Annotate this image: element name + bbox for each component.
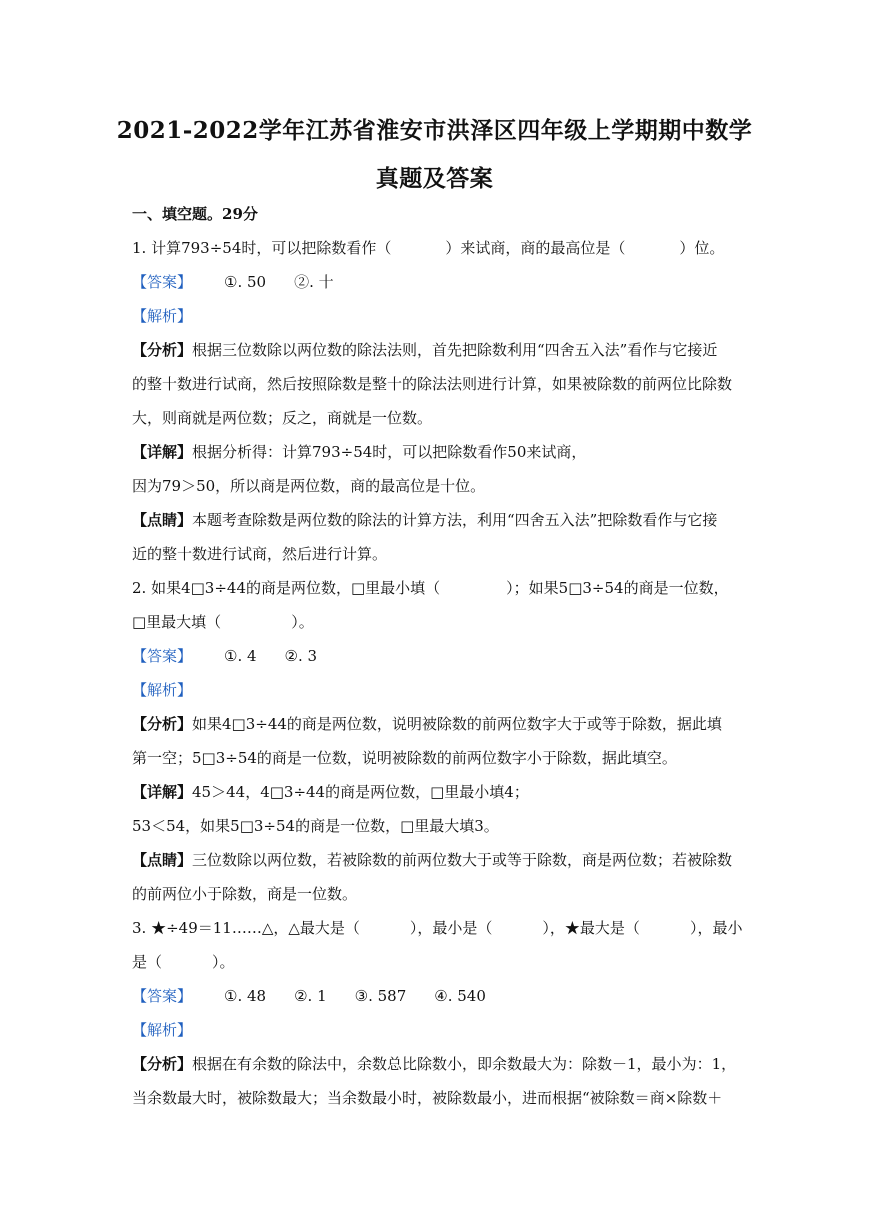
q1-answer-1: ①. 50 [224,273,267,291]
q2-stem-part: ）。 [291,613,314,631]
q2-answer-1: ①. 4 [224,647,257,665]
q2-answer-line [132,646,317,666]
answer-tag: 【答案】 [132,273,193,291]
q3-answer-3: ③. 587 [354,987,407,1005]
q2-stem-part: 2. 如果4□3÷44的商是两位数，□里最小填（ [132,579,441,597]
q1-stem-part: ）位。 [679,239,725,257]
q3-stem-part: ），★最大是（ [542,919,640,937]
q2-dianjing-text: 三位数除以两位数，若被除数的前两位数大于或等于除数，商是两位数；若被除数 [192,851,733,869]
answer-tag: 【答案】 [132,647,193,665]
q1-fenxi-line3: 大，则商就是两位数；反之，商就是一位数。 [132,409,433,427]
q3-answer-1: ①. 48 [224,987,267,1005]
q3-answer-line [132,986,486,1006]
fenxi-tag: 【分析】 [132,715,193,733]
q3-fenxi-text: 根据在有余数的除法中，余数总比除数小，即余数最大为：除数－1，最小为：1， [192,1055,737,1073]
q1-stem-part: 1. 计算793÷54时，可以把除数看作（ [132,239,392,257]
q2-dianjing-line1 [132,850,732,870]
q1-fenxi-line1 [132,340,717,360]
xiangjie-tag: 【详解】 [132,443,193,461]
q2-dianjing-line2: 的前两位小于除数，商是一位数。 [132,885,358,903]
q1-dianjing-line1 [132,510,717,530]
q1-dianjing-text: 本题考查除数是两位数的除法的计算方法，利用“四舍五入法”把除数看作与它接 [192,511,718,529]
q2-xiangjie-line1 [132,782,529,802]
q3-fenxi-line1 [132,1054,736,1074]
q2-fenxi-line2: 第一空；5□3÷54的商是一位数，说明被除数的前两位数字小于除数，据此填空。 [132,749,677,767]
q1-xiangjie-text: 根据分析得：计算793÷54时，可以把除数看作50来试商， [192,443,587,461]
q3-stem-part: 是（ [132,953,163,971]
xiangjie-tag: 【详解】 [132,783,193,801]
q3-stem-part: 3. ★÷49＝11……△，△最大是（ [132,919,360,937]
q2-xiangjie-line2: 53＜54，如果5□3÷54的商是一位数，□里最大填3。 [132,817,499,835]
question-3-stem-line1 [132,918,742,938]
q2-fenxi-text: 如果4□3÷44的商是两位数，说明被除数的前两位数字大于或等于除数，据此填 [192,715,722,733]
q2-answer-2: ②. 3 [284,647,318,665]
q1-answer-line [132,272,334,292]
q2-fenxi-line1 [132,714,722,734]
q1-stem-part: ）来试商，商的最高位是（ [445,239,626,257]
analysis-tag: 【解析】 [132,681,193,699]
q3-stem-part: ）。 [212,953,235,971]
question-3-stem-line2 [132,952,235,972]
analysis-tag: 【解析】 [132,307,193,325]
q1-fenxi-text: 根据三位数除以两位数的除法法则，首先把除数利用“四舍五入法”看作与它接近 [192,341,718,359]
dianjing-tag: 【点睛】 [132,511,193,529]
q1-xiangjie-line2: 因为79＞50，所以商是两位数，商的最高位是十位。 [132,477,486,495]
analysis-tag: 【解析】 [132,1021,193,1039]
q3-stem-part: ），最小是（ [409,919,493,937]
q1-xiangjie-line1 [132,442,586,462]
q2-xiangjie-text: 45＞44，4□3÷44的商是两位数，□里最小填4； [192,783,529,801]
document-title-line1: 2021-2022学年江苏省淮安市洪泽区四年级上学期期中数学 [116,117,753,144]
document-title-line2: 真题及答案 [375,165,494,192]
answer-tag: 【答案】 [132,987,193,1005]
q1-answer-2: ②. 十 [294,273,334,291]
fenxi-tag: 【分析】 [132,1055,193,1073]
q3-fenxi-line2: 当余数最大时，被除数最大；当余数最小时，被除数最小，进而根据“被除数＝商×除数＋ [132,1089,723,1107]
q1-fenxi-line2: 的整十数进行试商，然后按照除数是整十的除法法则进行计算，如果被除数的前两位比除数 [132,375,733,393]
question-1-stem [132,238,724,258]
dianjing-tag: 【点睛】 [132,851,193,869]
q3-answer-2: ②. 1 [294,987,327,1005]
q3-answer-4: ④. 540 [434,987,486,1005]
section-heading: 一、填空题。29分 [132,205,258,223]
q2-stem-part: ）；如果5□3÷54的商是一位数， [506,579,729,597]
question-2-stem-line2 [132,612,314,632]
q3-stem-part: ），最小 [689,919,743,937]
q2-stem-part: □里最大填（ [132,613,222,631]
question-2-stem-line1 [132,578,729,598]
fenxi-tag: 【分析】 [132,341,193,359]
q1-dianjing-line2: 近的整十数进行试商，然后进行计算。 [132,545,388,563]
